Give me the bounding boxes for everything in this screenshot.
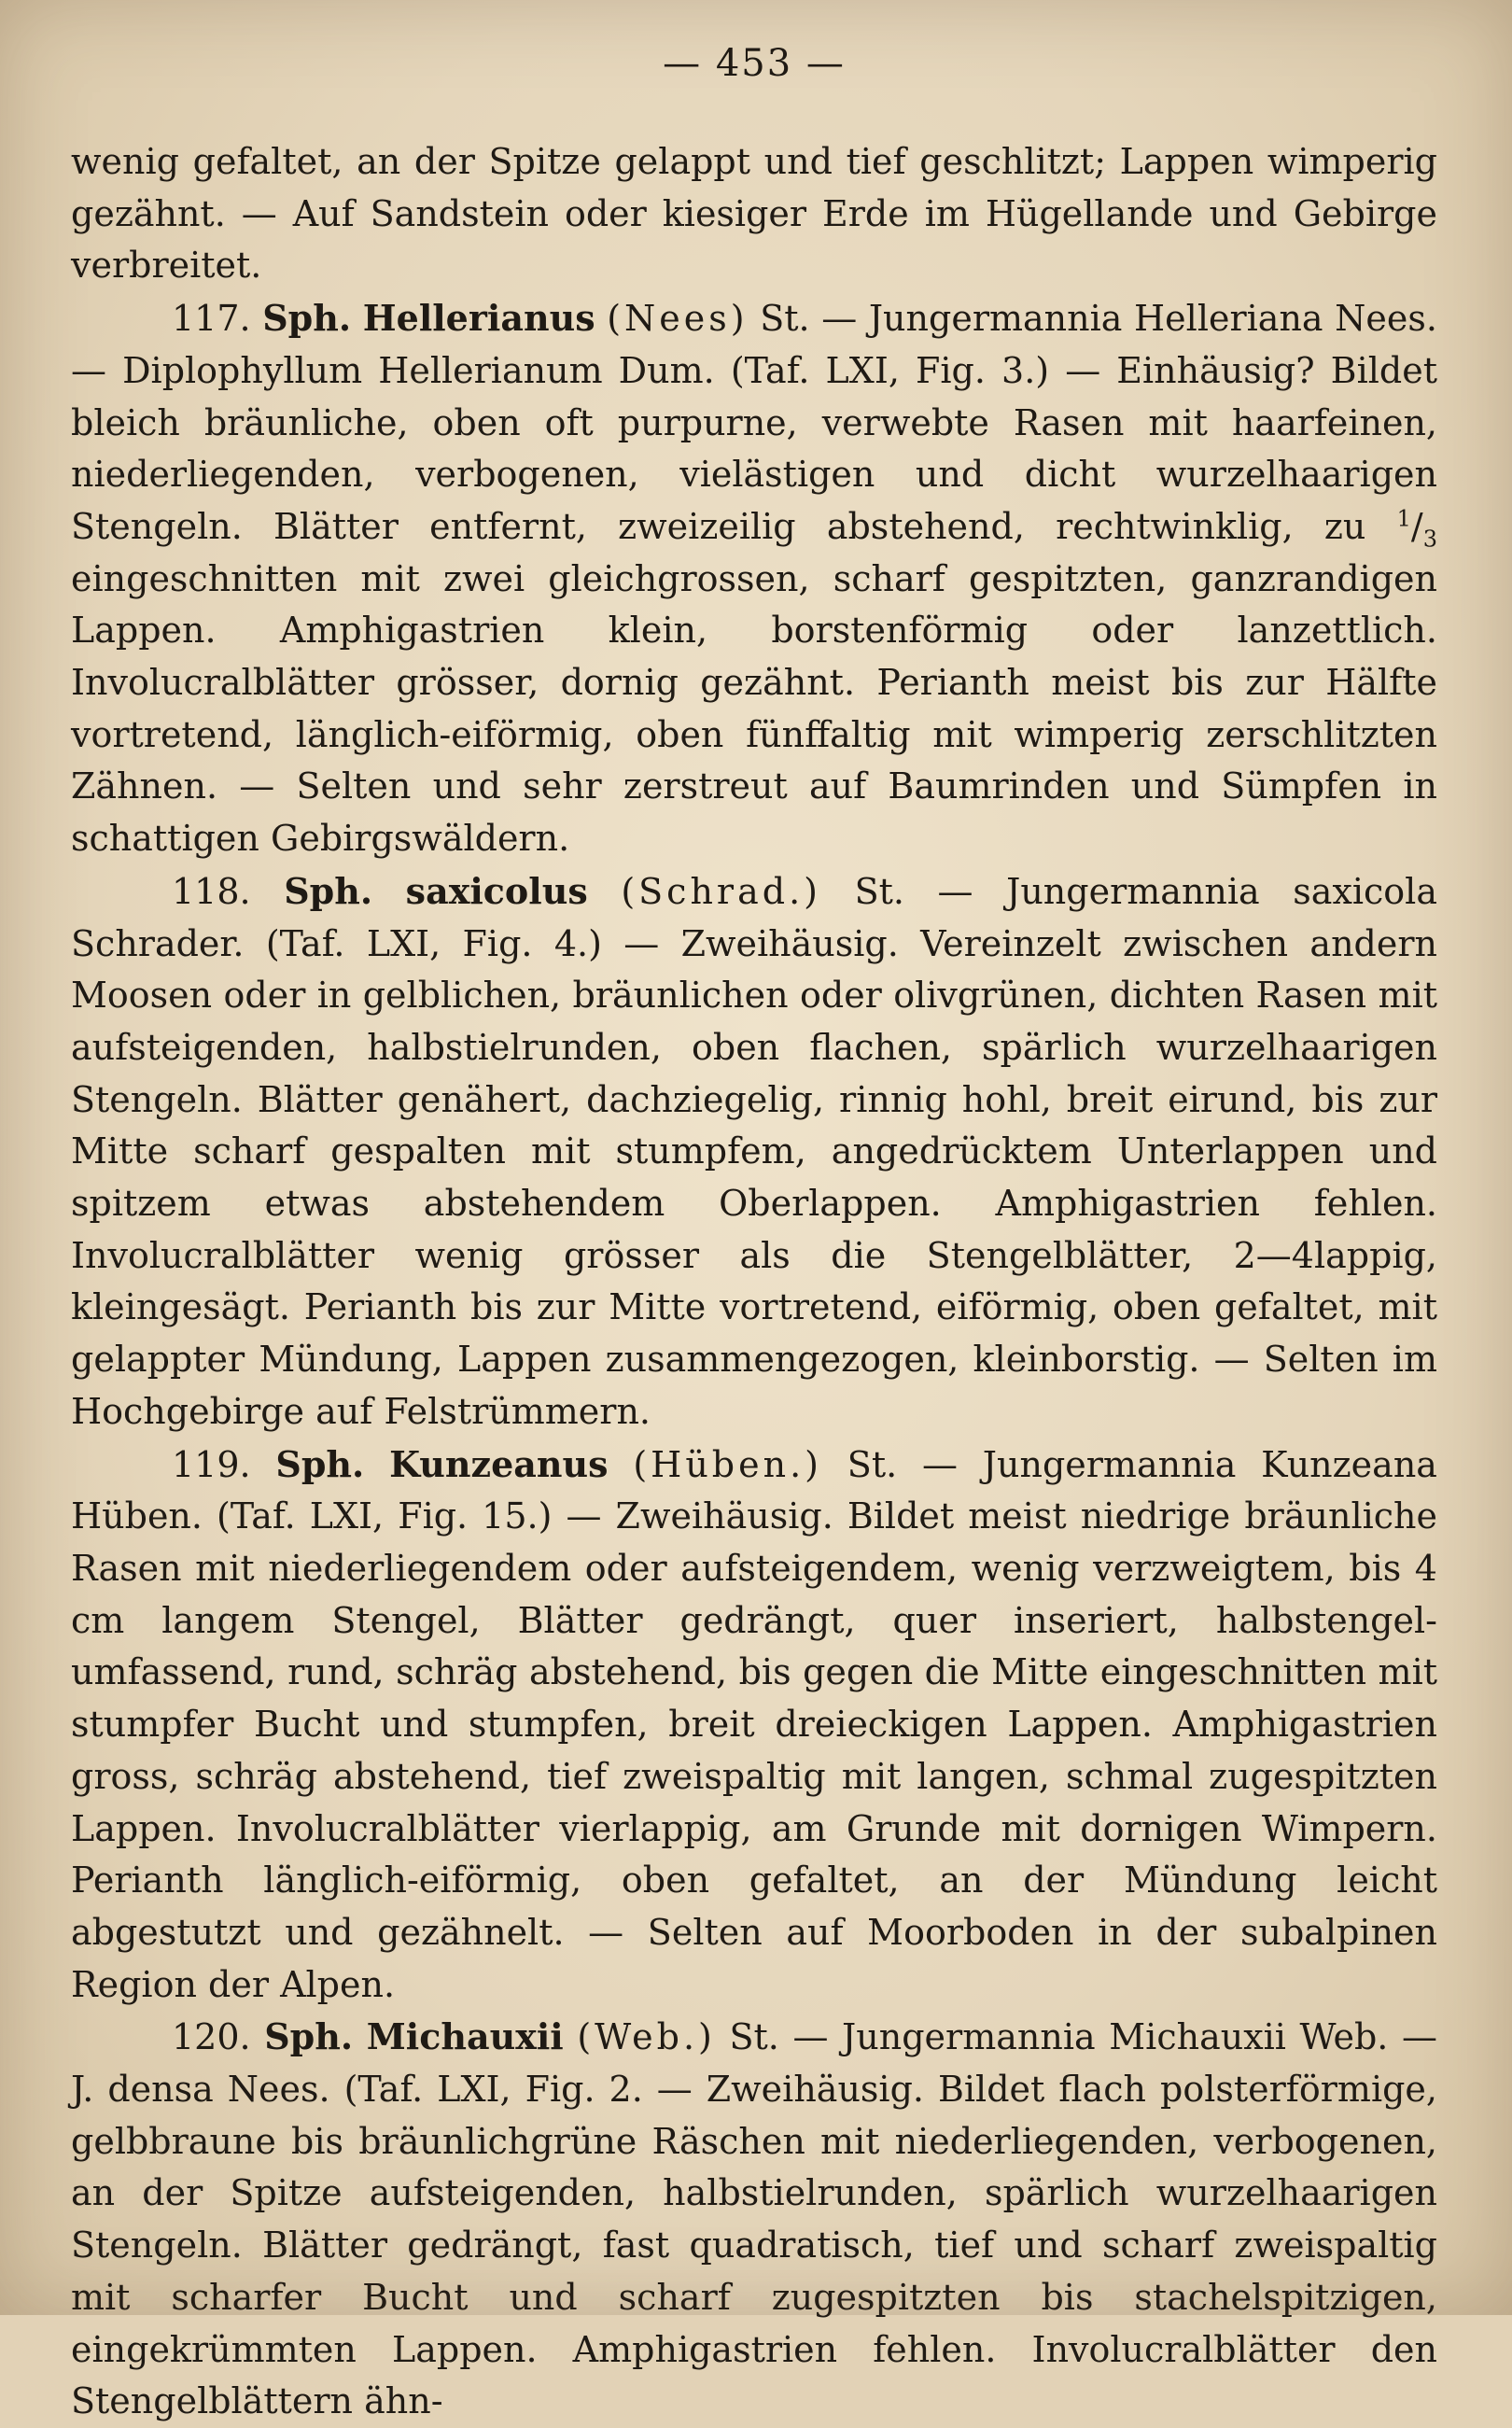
page-number: — 453 — [663,42,846,85]
genus-abbrev: Sph. [262,297,352,340]
page-text [71,136,1437,2428]
entry-body: St. — Jungermannia saxicola Schrader. (Taf. LXI, Fig. 4.) — Zweihäusig. Vereinzelt zwischen andern Moosen oder in gelblichen, bräunlichen oder olivgrünen, dichten Rasen mit aufsteigenden, halbstielrunden, oben flachen, spärlich wurzelhaarigen Stengeln. Blätter genähert, dachziegelig, rinnig hohl, breit eirund, bis zur Mitte scharf gespalten mit stumpfem, angedrücktem Unterlappen und spitzem etwas abstehendem Oberlappen. Amphigastrien fehlen. Involucralblätter wenig grösser als die Stengelblätter, 2—4lappig, kleingesägt. Perianth bis zur Mitte vortretend, eiförmig, oben gefaltet, mit gelappter Mündung, Lappen zusammengezogen, kleinborstig. — Selten im Hochgebirge auf Felstrümmern. [71,870,1437,1432]
genus-abbrev: Sph. [264,2015,354,2058]
intro-paragraph: wenig gefaltet, an der Spitze gelappt und tief geschlitzt; Lappen wimperig gezähnt. — Auf Sandstein oder kiesiger Erde im Hügellande und Gebirge verbreitet. [71,141,1437,287]
species-entry-119 [71,1439,1437,2012]
entry-number: 120. [172,2016,251,2058]
author-name: (Web.) [577,2016,716,2058]
species-entry-120 [71,2011,1437,2428]
genus-abbrev: Sph. [284,869,373,912]
fraction-denominator: 3 [1422,526,1437,553]
fraction-numerator: 1 [1396,505,1411,532]
author-name: (Schrad.) [621,870,821,912]
species-name: Kunzeanus [389,1442,609,1485]
species-entry-118 [71,865,1437,1439]
genus-abbrev: Sph. [275,1442,365,1485]
author-name: (Nees) [607,298,749,340]
species-entry-117: 117. Sph. Hellerianus (Nees) St. — Jungermannia Helleriana Nees. — Diplophyllum Hellerianum Dum. (Taf. LXI, Fig. 3.) — Einhäusig? Bildet bleich bräunliche, oben oft purpurne, verwebte Rasen mit haarfeinen, niederliegenden, verbogenen, vielästigen und dicht wurzelhaarigen Stengeln. Blätter entfernt, zweizeilig abstehend, rechtwinklig, zu $^1/_3$ eingeschnitten mit zwei gleichgrossen, scharf gespitzten, ganzrandigen Lappen. Amphigastrien klein, borstenförmig oder lanzettlich. Involucralblätter grösser, dornig gezähnt. Perianth meist bis zur Hälfte vortretend, länglich-eiförmig, oben fünffaltig mit wimperig zerschlitzten Zähnen. — Selten und sehr zerstreut auf Baumrinden und Sümpfen in schattigen Gebirgswäldern. [71,297,1437,860]
species-name: Hellerianus [362,297,595,340]
entry-number: 119. [172,1443,251,1485]
entry-body-continued: eingeschnitten mit zwei gleichgrossen, scharf gespitzten, ganzrandigen Lappen. Amphigastrien klein, borstenförmig oder lanzettlich. Involucralblätter grösser, dornig gezähnt. Perianth meist bis zur Hälfte vortretend, länglich-eiförmig, oben fünffaltig mit wimperig zerschlitzten Zähnen. — Selten und sehr zerstreut auf Baumrinden und Sümpfen in schattigen Gebirgswäldern. [71,557,1437,860]
species-name: Michauxii [366,2015,564,2058]
entry-body: St. — Jungermannia Michauxii Web. — J. densa Nees. (Taf. LXI, Fig. 2. — Zweihäusig. Bildet flach polsterförmige, gelbbraune bis bräunlichgrüne Räschen mit niederliegenden, verbogenen, an der Spitze aufsteigenden, halbstielrunden, spärlich wurzelhaarigen Stengeln. Blätter gedrängt, fast quadratisch, tief und scharf zweispaltig mit scharfer Bucht und scharf zugespitzten bis stachelspitzigen, eingekrümmten Lappen. Amphigastrien fehlen. Involucralblätter den Stengelblättern ähn- [71,2016,1437,2422]
author-name: (Hüben.) [633,1443,822,1485]
entry-body: St. — Jungermannia Kunzeana Hüben. (Taf. LXI, Fig. 15.) — Zweihäusig. Bildet meist niedrige bräunliche Rasen mit niederliegendem oder aufsteigendem, wenig verzweigtem, bis 4 cm langem Stengel, Blätter gedrängt, quer inseriert, halbstengel-umfassend, rund, schräg abstehend, bis gegen die Mitte eingeschnitten mit stumpfer Bucht und stumpfen, breit dreieckigen Lappen. Amphigastrien gross, schräg abstehend, tief zweispaltig mit langen, schmal zugespitzten Lappen. Involucralblätter vierlappig, am Grunde mit dornigen Wimpern. Perianth länglich-eiförmig, oben gefaltet, an der Mündung leicht abgestutzt und gezähnelt. — Selten auf Moorboden in der subalpinen Region der Alpen. [71,1443,1437,2005]
entry-number: 117. [172,298,251,340]
species-name: saxicolus [405,869,588,912]
entry-number: 118. [172,870,251,912]
entry-body: St. — Jungermannia Helleriana Nees. — Diplophyllum Hellerianum Dum. (Taf. LXI, Fig. 3.) — Einhäusig? Bildet bleich bräunliche, oben oft purpurne, verwebte Rasen mit haarfeinen, niederliegenden, verbogenen, vielästigen und dicht wurzelhaarigen Stengeln. Blätter entfernt, zweizeilig abstehend, rechtwinklig, zu [71,298,1437,547]
